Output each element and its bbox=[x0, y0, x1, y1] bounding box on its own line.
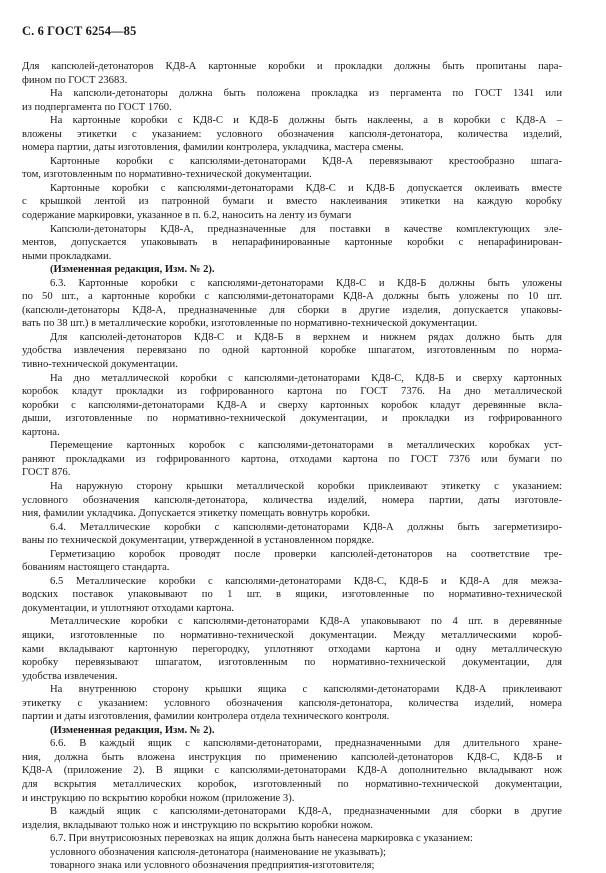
text-line: Капсюли-детонаторы КД8-А, предназначенные для поставки в качестве комплектующих эле- bbox=[50, 223, 562, 235]
text-line: партии и даты изготовления, фамилии контролера отдела технического контроля. bbox=[22, 711, 390, 723]
amendment-note bbox=[22, 263, 562, 277]
text-line: ными прокладками. bbox=[22, 250, 112, 262]
text-line: ваны по технической документации, утвержденной в установленном порядке. bbox=[22, 535, 375, 547]
text-line: 6.7. При внутрисоюзных перевозках на ящик должна быть нанесена маркировка с указанием: bbox=[50, 833, 473, 845]
text-line: и инструкцию по вскрытию коробки ножом (приложение 3). bbox=[22, 792, 295, 804]
text-line: 6.4. Металлические коробки с капсюлями-детонаторами КД8-А должны быть загерметизиро- bbox=[50, 521, 562, 533]
text-line: На картонные коробки с КД8-С и КД8-Б должны быть наклеены, а в коробки с КД8-А – bbox=[50, 115, 562, 127]
text-line: коробок кладут прокладки из гофрированного картона по ГОСТ 7376. На дно металлической bbox=[22, 386, 562, 398]
text-line: Перемещение картонных коробок с капсюлями-детонаторами в металлических коробках уст- bbox=[50, 440, 562, 452]
text-line: бованиям настоящего стандарта. bbox=[22, 562, 170, 574]
text-line: 6.5 Металлические коробки с капсюлями-детонаторами КД8-С, КД8-Б и КД8-А для межза- bbox=[50, 575, 562, 587]
text-line: тивно-технической документации. bbox=[22, 359, 178, 371]
text-line: изделия, вкладывают только нож и инструкцию по вскрытию коробки ножом. bbox=[22, 819, 373, 831]
text-line: На дно металлической коробки с капсюлями-детонаторами КД8-С, КД8-Б и сверху картонных bbox=[50, 372, 562, 384]
text-line: ГОСТ 876. bbox=[22, 467, 71, 479]
text-line: ния, должна быть вложена инструкция по применению капсюлей-детонаторов КД8-С, КД8-Б и bbox=[22, 751, 562, 763]
text-line: ящики, изготовленные по нормативно-технической документации. Между металлическими короб- bbox=[22, 629, 562, 641]
text-line: условного обозначения капсюля-детонатора, количества изделий, номера партии, даты изготовле- bbox=[22, 494, 562, 506]
text-line: На капсюли-детонаторы должна быть положена прокладка из пергамента по ГОСТ 1341 или bbox=[50, 88, 562, 100]
paragraph bbox=[22, 223, 562, 264]
text-line: товарного знака или условного обозначения предприятия-изготовителя; bbox=[50, 860, 375, 872]
paragraph bbox=[22, 114, 562, 155]
text-line: ками вкладывают картонную перегородку, уплотняют отходами картона и одну металлическую bbox=[22, 643, 562, 655]
text-line: водских поставок упаковывают по 1 шт. в ящики, изготовленные по нормативно-технической bbox=[22, 589, 562, 601]
paragraph bbox=[22, 805, 562, 832]
text-line: для вскрытия металлических коробок, изготовленный по нормативно-технической документации, bbox=[22, 778, 562, 790]
text-line: раняют прокладками из гофрированного картона, отходами картона по ГОСТ 7376 или бумаги по bbox=[22, 453, 562, 465]
text-line: номера партии, даты изготовления, фамилии контролера, укладчика, мастера смены. bbox=[22, 142, 404, 154]
text-line: дыши, изготовленные по нормативно-технической документации, и прокладки из гофрированного bbox=[22, 413, 562, 425]
text-line: условного обозначения капсюля-детонатора (наименование не указывать); bbox=[50, 846, 386, 858]
text-line: коробки с капсюлями-детонаторами КД8-А и сверху картонных коробок кладут деревянные вкла- bbox=[22, 399, 562, 411]
text-line: удобства извлечения перевязано по одной картонной коробке шпагатом, изготовленным по норма- bbox=[22, 345, 562, 357]
paragraph bbox=[22, 155, 562, 182]
paragraph bbox=[22, 615, 562, 683]
text-line: КД8-А (приложение 2). В ящики с капсюлями-детонаторами КД8-А дополнительно вкладывают нож bbox=[22, 765, 562, 777]
text-line: вложены этикетки с указанием: условного обозначения капсюля-детонатора, количества изделий, bbox=[22, 128, 562, 140]
text-line: с крышкой лентой из патронной бумаги и вместо наклеивания этикетки на каждую коробку bbox=[22, 196, 562, 208]
paragraph bbox=[22, 372, 562, 440]
text-line: (Измененная редакция, Изм. № 2). bbox=[50, 724, 215, 736]
text-line: по 50 шт., а картонные коробки с капсюлями-детонаторами КД8-А должны быть уложены по 10 шт. bbox=[22, 291, 562, 303]
paragraph bbox=[22, 480, 562, 521]
amendment-note bbox=[22, 724, 562, 738]
text-line: содержание маркировки, указанное в п. 6.2, наносить на ленту из бумаги bbox=[22, 210, 352, 222]
paragraph bbox=[22, 575, 562, 616]
paragraph bbox=[22, 683, 562, 724]
text-line: Для капсюлей-детонаторов КД8-А картонные коробки и прокладки должны быть пропитаны пара- bbox=[22, 61, 562, 72]
text-line: Картонные коробки с капсюлями-детонаторами КД8-А перевязывают крестообразно шпага- bbox=[50, 155, 562, 167]
text-line: картона. bbox=[22, 426, 60, 438]
paragraph bbox=[22, 846, 562, 860]
text-line: удобства извлечения. bbox=[22, 670, 118, 682]
text-line: фином по ГОСТ 23683. bbox=[22, 74, 128, 86]
text-line: этикетку с указанием: условного обозначения капсюля-детонатора, количества изделий, номера bbox=[22, 697, 562, 709]
text-line: из подпергамента по ГОСТ 1760. bbox=[22, 101, 172, 113]
text-line: На внутреннюю сторону крышки ящика с капсюлями-детонаторами КД8-А приклеивают bbox=[50, 684, 562, 696]
paragraph bbox=[22, 737, 562, 805]
text-line: В каждый ящик с капсюлями-детонаторами КД8-А, предназначенными для сборки в другие bbox=[50, 806, 562, 818]
paragraph bbox=[22, 521, 562, 548]
paragraph bbox=[22, 60, 562, 87]
text-line: Картонные коробки с капсюлями-детонаторами КД8-С и КД8-Б допускается оклеивать вместе bbox=[50, 182, 562, 194]
paragraph bbox=[22, 331, 562, 372]
text-line: (капсюли-детонаторы КД8-А, предназначенные для сборки в другие изделия, допускается упаковы- bbox=[22, 304, 562, 316]
paragraph bbox=[22, 859, 562, 873]
paragraph bbox=[22, 548, 562, 575]
text-line: Для капсюлей-детонаторов КД8-С и КД8-Б в верхнем и нижнем рядах должно быть для bbox=[50, 331, 562, 343]
text-line: документации, и уплотняют отходами картона. bbox=[22, 602, 235, 614]
paragraph bbox=[22, 832, 562, 846]
text-line: ментов, допускается упаковывать в непарафинированные картонные коробки с непарафинирован- bbox=[22, 237, 562, 249]
paragraph bbox=[22, 87, 562, 114]
text-line: вать по 38 шт.) в металлические коробки, изготовленные по нормативно-технической документации. bbox=[22, 318, 478, 330]
text-line: На наружную сторону крышки металлической коробки приклеивают этикетку с указанием: bbox=[50, 480, 562, 492]
paragraph bbox=[22, 182, 562, 223]
text-line: (Измененная редакция, Изм. № 2). bbox=[50, 264, 215, 276]
text-line: коробку перевязывают шпагатом, изготовленным по нормативно-технической документации, для bbox=[22, 657, 562, 669]
paragraph bbox=[22, 277, 562, 331]
text-line: том, изготовленным по нормативно-технической документации. bbox=[22, 169, 312, 181]
text-line: 6.3. Картонные коробки с капсюлями-детонаторами КД8-С и КД8-Б должны быть уложены bbox=[50, 277, 562, 289]
text-line: Металлические коробки с капсюлями-детонаторами КД8-А упаковывают по 4 шт. в деревянные bbox=[50, 616, 562, 628]
text-line: Герметизацию коробок проводят после проверки капсюлей-детонаторов на соответствие тре- bbox=[50, 548, 562, 560]
text-line: 6.6. В каждый ящик с капсюлями-детонаторами, предназначенными для длительного хране- bbox=[50, 738, 562, 750]
document-body bbox=[22, 60, 562, 873]
text-line: ния, фамилии укладчика. Допускается этикетку помещать вовнутрь коробки. bbox=[22, 508, 371, 520]
page-header: С. 6 ГОСТ 6254—85 bbox=[22, 24, 137, 38]
paragraph bbox=[22, 439, 562, 480]
